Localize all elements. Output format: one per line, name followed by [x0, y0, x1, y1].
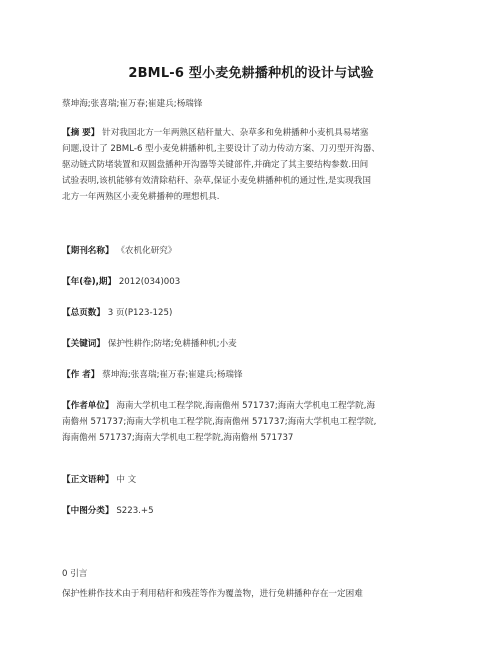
affiliation-line: 南儋州 571737;海南大学机电工程学院,海南儋州 571737;海南大学机电工程学院, — [62, 417, 377, 427]
journal-name-field — [62, 243, 442, 259]
abstract-line: 驱动链式防堵装置和双圆盘播种开沟器等关键部件,并确定了其主要结构参数.田间 — [62, 160, 369, 170]
volume-issue-field — [62, 274, 442, 290]
abstract-line: 北方一年两熟区小麦免耕播种的理想机具. — [62, 192, 220, 202]
field-label: 【作 者】 — [62, 370, 100, 380]
field-label: 【中图分类】 — [62, 506, 114, 516]
keywords-field — [62, 336, 442, 352]
author-list: 蔡坤海;张喜瑞;崔万春;崔建兵;杨瑞锋 — [62, 99, 203, 109]
affiliation-line: 海南儋州 571737;海南大学机电工程学院,海南儋州 571737 — [62, 433, 294, 443]
section-heading: 0 引言 — [62, 569, 88, 579]
field-label: 【作者单位】 — [62, 401, 114, 411]
abstract-line — [62, 125, 442, 141]
body-paragraph: 保护性耕作技术由于利用秸秆和残茬等作为覆盖物，进行免耕播种存在一定困难 — [62, 589, 363, 599]
abstract-line: 问题,设计了 2BML-6 型小麦免耕播种机,主要设计了动力传动方案、刀刃型开沟器、 — [62, 144, 380, 154]
abstract-line: 试验表明,该机能够有效清除秸秆、杂草,保证小麦免耕播种机的通过性,是实现我国 — [62, 176, 371, 186]
field-value: 《农机化研究》 — [116, 246, 177, 256]
language-field — [62, 472, 442, 488]
field-value: 蔡坤海;张喜瑞;崔万春;崔建兵;杨瑞锋 — [102, 370, 243, 380]
document-title: 2BML-6 型小麦免耕播种机的设计与试验 — [128, 66, 374, 81]
field-label: 【期刊名称】 — [62, 246, 114, 256]
field-label: 【总页数】 — [62, 308, 105, 318]
field-label: 【关键词】 — [62, 339, 105, 349]
field-value: 2012(034)003 — [118, 277, 181, 287]
field-label: 【正文语种】 — [62, 475, 114, 485]
abstract-text: 针对我国北方一年两熟区秸秆量大、杂草多和免耕播种小麦机具易堵塞 — [102, 128, 369, 138]
abstract-section — [62, 125, 442, 205]
abstract-label: 【摘 要】 — [62, 128, 100, 138]
field-value: 中 文 — [116, 475, 137, 485]
classification-field — [62, 503, 442, 519]
author-field — [62, 367, 442, 383]
field-label: 【年(卷),期】 — [62, 277, 117, 287]
field-value: 保护性耕作;防堵;免耕播种机;小麦 — [107, 339, 237, 349]
affiliation-text: 海南大学机电工程学院,海南儋州 571737;海南大学机电工程学院,海 — [116, 401, 376, 411]
affiliation-field — [62, 398, 442, 446]
page-count-field — [62, 305, 442, 321]
affiliation-line — [62, 398, 442, 414]
field-value: 3 页(P123-125) — [107, 308, 173, 318]
field-value: S223.+5 — [116, 506, 154, 516]
